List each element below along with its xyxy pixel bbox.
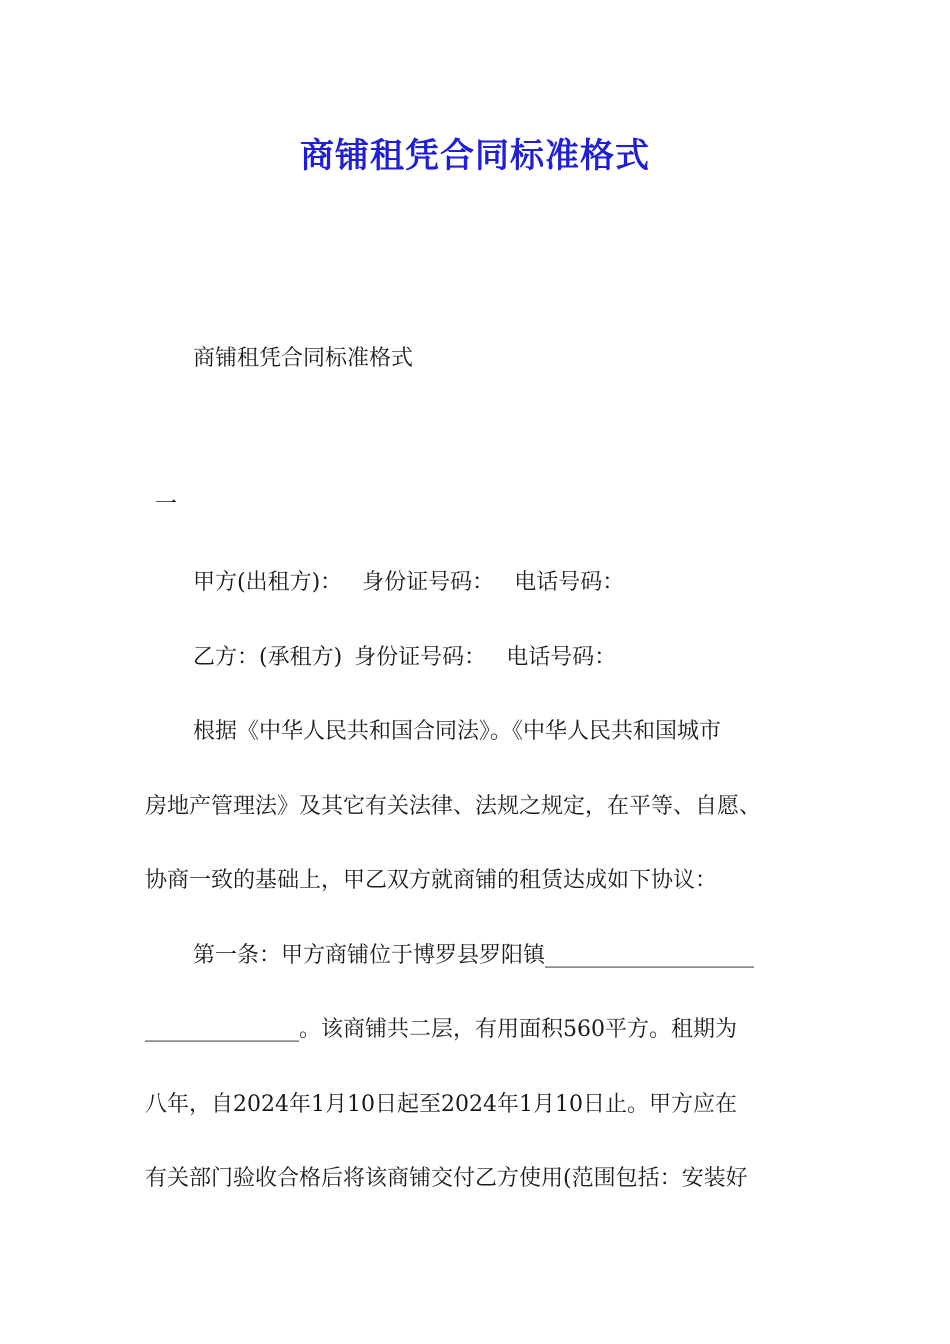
party-a-id-label: 身份证号码：: [362, 570, 495, 595]
party-b-line: [193, 643, 873, 673]
party-a-label: 甲方(出租方)：: [193, 570, 343, 595]
party-b-label: 乙方：(承租方): [193, 645, 343, 670]
article-1-line: 有关部门验收合格后将该商铺交付乙方使用(范围包括：安装好: [145, 1166, 748, 1191]
preamble-line: 根据《中华人民共和国合同法》。《中华人民共和国城市: [193, 719, 722, 744]
document-subtitle: 商铺租凭合同标准格式: [193, 346, 414, 371]
party-b-id-label: 身份证号码：: [354, 645, 487, 670]
preamble-line: 房地产管理法》及其它有关法律、法规之规定，在平等、自愿、: [145, 794, 762, 819]
section-mark: 一: [155, 492, 178, 517]
article-1-line: ______________。该商铺共二层，有用面积560平方。租期为: [145, 1017, 737, 1042]
article-1-line: 第一条：甲方商铺位于博罗县罗阳镇___________________: [193, 943, 755, 968]
preamble-line: 协商一致的基础上，甲乙双方就商铺的租赁达成如下协议：: [145, 868, 718, 893]
party-a-phone-label: 电话号码：: [514, 570, 625, 595]
article-1-line: 八年，自2024年1月10日起至2024年1月10日止。甲方应在: [145, 1092, 737, 1117]
document-title: 商铺租凭合同标准格式: [300, 136, 650, 176]
party-a-line: [193, 568, 873, 598]
party-b-phone-label: 电话号码：: [506, 645, 617, 670]
